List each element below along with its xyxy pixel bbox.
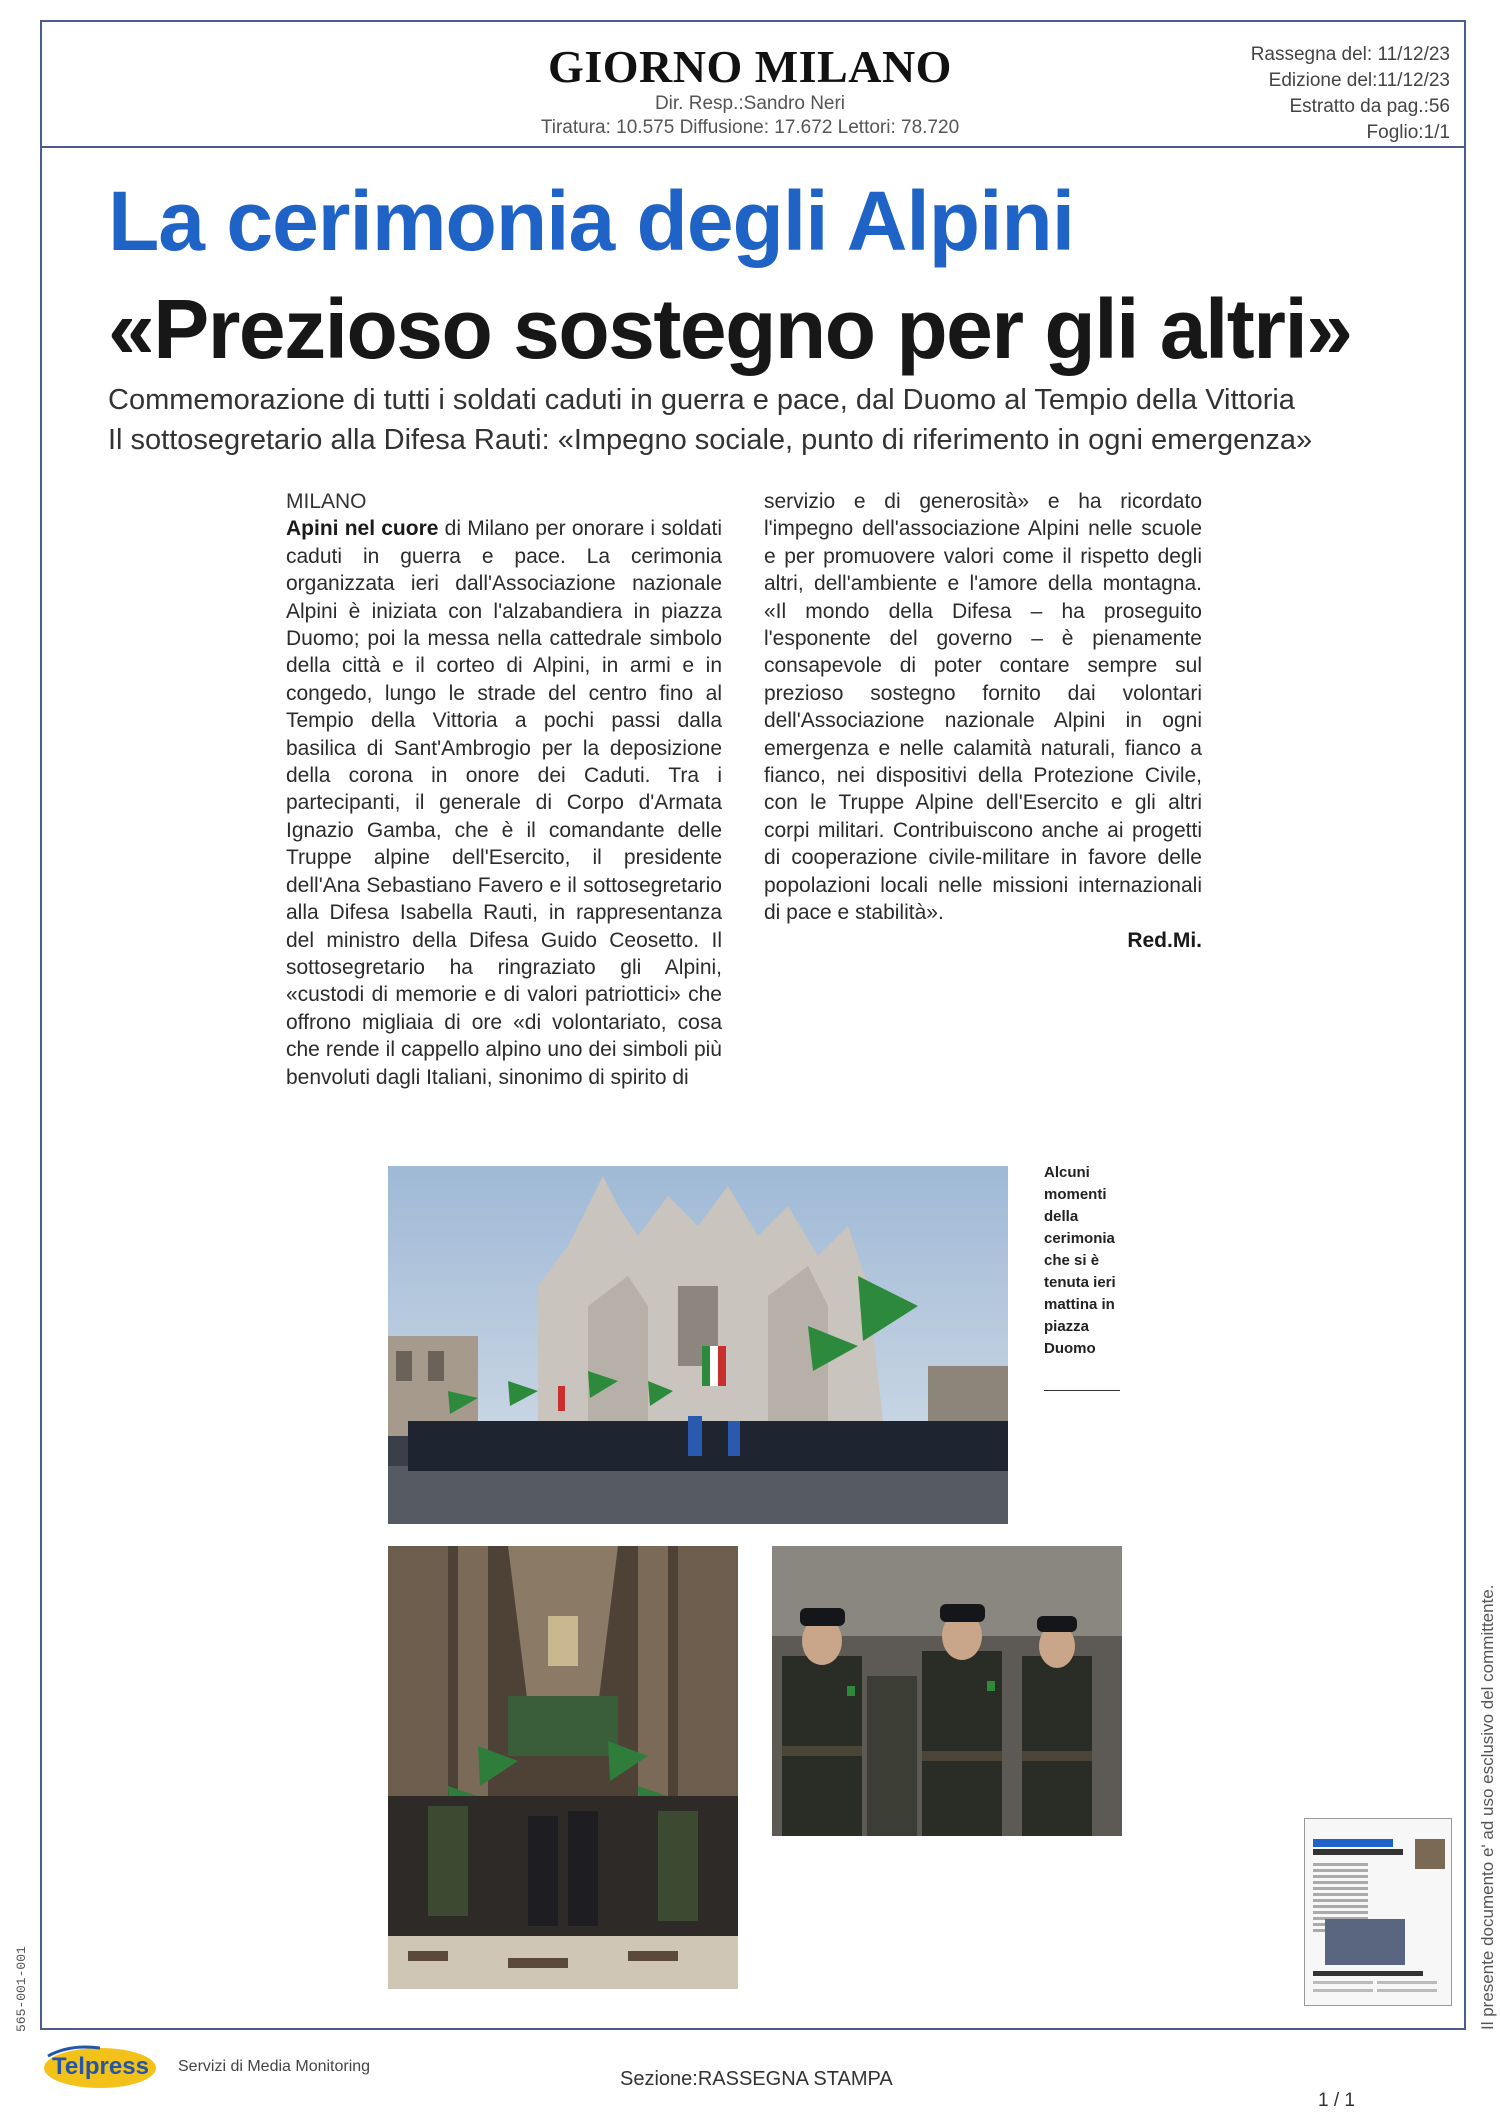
page-thumbnail	[1304, 1818, 1452, 2006]
edition-date: Edizione del:11/12/23	[1268, 70, 1450, 91]
duomo-photo	[388, 1166, 1008, 1524]
column-2-text: servizio e di generosità» e ha ricordato l'impegno dell'associazione Alpini nelle scuole e per promuovere valori come il rispetto degli altri, dell'ambiente e l'amore della montagna. «Il mondo della Difesa – ha proseguito l'esponente del governo – è pienamente consapevole di poter contare sempre sul prezioso sostegno fornito dai volontari dell'Associazione nazionale Alpini in ogni emergenza e nelle calamità naturali, fianco a fianco, nei dispositivi della Protezione Civile, con le Truppe Alpine dell'Esercito e gli altri corpi militari. Contribuiscono anche ai progetti di cooperazione civile-militare in favore delle popolazioni locali nelle missioni internazionali di pace e stabilità».	[764, 490, 1202, 925]
column-1-text: di Milano per onorare i soldati caduti in guerra e pace. La cerimonia organizzata ieri dall'Associazione nazionale Alpini è iniziata con l'alzabandiera in piazza Duomo; poi la messa nella cattedrale simbolo della città e il corteo di Alpini, in armi e in congedo, lungo le strade del centro fino al Tempio della Vittoria a pochi passi dalla basilica di Sant'Ambrogio per la deposizione della corona in onore dei Caduti. Tra i partecipanti, il generale di Corpo d'Armata Ignazio Gamba, che è il comandante delle Truppe alpine dell'Esercito, il presidente dell'Ana Sebastiano Favero e il sottosegretario alla Difesa Isabella Rauti, in rappresentanza del ministro della Difesa Guido Ceosetto. Il sottosegretario ha ringraziato gli Alpini, «custodi di memorie e di valori patriottici» che offrono migliaia di ore «di volontariato, cosa che rende il cappello alpino uno dei simboli più benvoluti dagli Italiani, sinonimo di spirito di	[286, 517, 722, 1089]
logo-text: Telpress	[52, 2053, 149, 2080]
subhead-line-1: Commemorazione di tutti i soldati caduti in guerra e pace, dal Duomo al Tempio della Vittoria	[108, 384, 1295, 416]
usage-disclaimer: Il presente documento e' ad uso esclusivo del committente.	[1478, 1584, 1497, 2030]
sheet-number: Foglio:1/1	[1366, 122, 1450, 143]
headline-primary: La cerimonia degli Alpini	[108, 174, 1075, 268]
clipping-meta	[1251, 42, 1450, 146]
page-number: 1 / 1	[1318, 2090, 1355, 2111]
article-column-1	[286, 488, 722, 1091]
byline-signature: Red.Mi.	[1127, 928, 1202, 952]
dateline: MILANO	[286, 490, 367, 513]
section-label: Sezione:RASSEGNA STAMPA	[620, 2068, 893, 2090]
document-code: 565-001-001	[14, 1946, 29, 2032]
cathedral-interior-photo	[388, 1546, 738, 1989]
telpress-logo	[40, 2042, 160, 2092]
photo-caption: Alcuni momenti della cerimonia che si è tenuta ieri mattina in piazza Duomo	[1044, 1164, 1116, 1357]
circulation-stats: Tiratura: 10.575 Diffusione: 17.672 Lettori: 78.720	[540, 117, 960, 138]
header-divider	[40, 146, 1466, 148]
article-column-2	[764, 488, 1202, 954]
subhead-line-2: Il sottosegretario alla Difesa Rauti: «Impegno sociale, punto di riferimento in ogni emergenza»	[108, 424, 1313, 456]
newspaper-title: GIORNO MILANO	[548, 41, 952, 92]
director-line: Dir. Resp.:Sandro Neri	[654, 93, 846, 114]
soldiers-photo	[772, 1546, 1122, 1836]
page-extract: Estratto da pag.:56	[1289, 96, 1450, 117]
headline-secondary: «Prezioso sostegno per gli altri»	[108, 282, 1352, 376]
subheadline	[108, 380, 1438, 460]
services-label: Servizi di Media Monitoring	[178, 2058, 371, 2075]
rassegna-date: Rassegna del: 11/12/23	[1250, 44, 1450, 65]
lead-in: Apini nel cuore	[286, 517, 439, 541]
caption-rule	[1044, 1390, 1120, 1391]
masthead	[440, 42, 1060, 140]
